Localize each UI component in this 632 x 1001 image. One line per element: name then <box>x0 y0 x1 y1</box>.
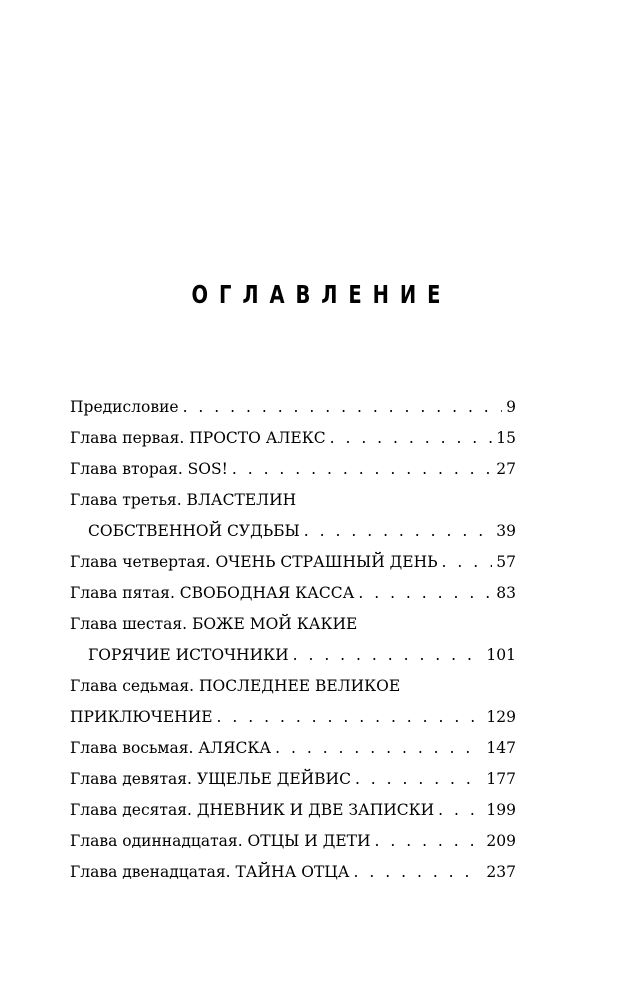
toc-entry <box>70 423 516 454</box>
toc-entry-line <box>70 795 516 826</box>
dot-leader <box>375 826 483 857</box>
toc-entry-line <box>70 609 516 640</box>
toc-entry <box>70 733 516 764</box>
toc-entry-line <box>70 702 516 733</box>
toc-entry <box>70 609 516 671</box>
toc-page-number: 83 <box>496 584 516 602</box>
toc-entry-text: ГОРЯЧИЕ ИСТОЧНИКИ <box>88 646 289 664</box>
toc-page-number: 27 <box>496 460 516 478</box>
toc-entry-line <box>70 423 516 454</box>
toc-entry <box>70 795 516 826</box>
toc-entry-line <box>70 392 516 423</box>
toc-entry-line <box>70 547 516 578</box>
toc-entry <box>70 671 516 733</box>
toc-entry-line <box>70 578 516 609</box>
toc-entry-text: Глава восьмая. АЛЯСКА <box>70 739 272 757</box>
toc-page-number: 57 <box>496 553 516 571</box>
toc-entry-line <box>70 733 516 764</box>
toc-page-number: 101 <box>486 646 516 664</box>
toc-page-number: 199 <box>486 801 516 819</box>
toc-entry <box>70 547 516 578</box>
toc-entry-text: Глава шестая. БОЖЕ МОЙ КАКИЕ <box>70 615 358 633</box>
toc-entry-line <box>70 857 516 888</box>
dot-leader <box>355 764 482 795</box>
toc-entry <box>70 578 516 609</box>
toc-entry <box>70 392 516 423</box>
toc-page-number: 9 <box>506 398 516 416</box>
dot-leader <box>293 640 483 671</box>
dot-leader <box>275 733 482 764</box>
dot-leader <box>438 795 482 826</box>
dot-leader <box>183 392 503 423</box>
dot-leader <box>354 857 483 888</box>
dot-leader <box>358 578 492 609</box>
toc-entry <box>70 764 516 795</box>
toc-page-number: 237 <box>486 863 516 881</box>
toc-entry-line <box>70 640 516 671</box>
toc-entry-line <box>70 764 516 795</box>
toc-entry-text: Глава одиннадцатая. ОТЦЫ И ДЕТИ <box>70 832 371 850</box>
toc-entry-text: Глава третья. ВЛАСТЕЛИН <box>70 491 297 509</box>
toc-entry-text: Глава двенадцатая. ТАЙНА ОТЦА <box>70 863 350 881</box>
toc-page-number: 39 <box>496 522 516 540</box>
toc-entry-text: СОБСТВЕННОЙ СУДЬБЫ <box>88 522 300 540</box>
toc-entry-text: Предисловие <box>70 398 179 416</box>
toc-entry <box>70 454 516 485</box>
toc-entry-text: Глава четвертая. ОЧЕНЬ СТРАШНЫЙ ДЕНЬ <box>70 553 438 571</box>
dot-leader <box>217 702 483 733</box>
toc-entry-text: Глава первая. ПРОСТО АЛЕКС <box>70 429 326 447</box>
toc-page-number: 15 <box>496 429 516 447</box>
dot-leader <box>232 454 492 485</box>
dot-leader <box>304 516 492 547</box>
toc-title: ОГЛАВЛЕНИЕ <box>191 280 452 309</box>
toc-page-number: 177 <box>486 770 516 788</box>
toc-entry-text: Глава пятая. СВОБОДНАЯ КАССА <box>70 584 355 602</box>
table-of-contents <box>70 392 516 888</box>
toc-page-number: 209 <box>486 832 516 850</box>
toc-entry-line <box>70 671 516 702</box>
toc-entry-text: Глава седьмая. ПОСЛЕДНЕЕ ВЕЛИКОЕ <box>70 677 401 695</box>
toc-entry <box>70 826 516 857</box>
toc-page-number: 147 <box>486 739 516 757</box>
toc-entry <box>70 485 516 547</box>
toc-entry-line <box>70 454 516 485</box>
toc-entry-text: Глава вторая. SOS! <box>70 460 228 478</box>
toc-entry-line <box>70 485 516 516</box>
dot-leader <box>442 547 493 578</box>
toc-entry-text: ПРИКЛЮЧЕНИЕ <box>70 708 213 726</box>
toc-page-number: 129 <box>486 708 516 726</box>
toc-entry-line <box>70 516 516 547</box>
toc-entry <box>70 857 516 888</box>
toc-entry-text: Глава девятая. УЩЕЛЬЕ ДЕЙВИС <box>70 770 351 788</box>
dot-leader <box>330 423 493 454</box>
toc-entry-text: Глава десятая. ДНЕВНИК И ДВЕ ЗАПИСКИ <box>70 801 435 819</box>
toc-entry-line <box>70 826 516 857</box>
